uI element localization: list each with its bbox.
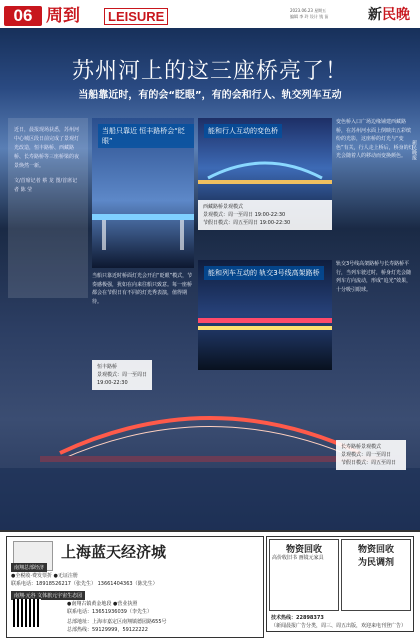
photo-tag: 当船只靠近 恒丰路桥会“眨眼”	[98, 124, 194, 148]
newspaper-logo: 新民晚	[368, 7, 410, 23]
ad-band: 南翔总部经济	[11, 563, 47, 572]
ad-phone: 技术热线：22898373	[271, 615, 324, 621]
page-header	[0, 0, 420, 28]
ad-line: 联系电话：13651936039（李先生）	[67, 609, 152, 615]
advertisement-section	[0, 530, 420, 640]
photo-tag: 能和列车互动的 轨交3号线高架路桥	[204, 266, 324, 280]
ad-line: 总部地址：上海市嘉定区南翔镇德园路655号	[67, 619, 167, 625]
headline: 苏州河上的这三座桥亮了！	[71, 59, 348, 84]
ad-classifieds	[266, 536, 414, 632]
subheadline: 当船靠近时，有的会“眨眼”，有的会和行人、轨交列车互动	[78, 90, 342, 101]
photo-xizang-bridge	[198, 118, 332, 230]
qr-code-icon	[13, 599, 41, 627]
designer: 设计 钱 苗	[309, 14, 329, 19]
side-label: 新民晚报	[411, 140, 417, 160]
photo-changshou-bridge	[198, 260, 332, 370]
page-number: 06	[4, 6, 42, 26]
photo-tag: 能和行人互动的变色桥	[204, 124, 282, 138]
photo-hengfeng-bridge	[92, 118, 194, 268]
ad-title: 上海蓝天经济城	[61, 543, 167, 561]
intro-column	[8, 118, 88, 298]
ad-line: ●南翔古镇黄金地段 ●营业执照	[67, 601, 138, 607]
intro-text: 近日，晨报现场获悉，苏州河中心城区段日前完成了景观灯光改造，恒丰路桥、西藏路桥、长寿路桥等三座桥梁的夜景焕然一新。	[14, 127, 80, 169]
classified-box: 物资回收 为民调剂	[341, 539, 411, 611]
photo-caption: 恒丰路桥 景观模式：周一至周日 19:00-22:30	[92, 360, 152, 390]
ad-line: 总部热线：59129999，59122222	[67, 627, 148, 633]
section-english: LEISURE	[104, 8, 168, 25]
editor: 编辑 李 玲	[290, 14, 309, 19]
issue-meta	[290, 8, 350, 20]
section-title: 周到	[46, 6, 80, 26]
weekday: 星期五	[314, 8, 327, 13]
right-column-text: 变色桥入口广场边缘铺建西藏路桥，在苏州河水面上倒映出五彩缤纷的光影，这座桥的灯光与“变色”有关，行人走上桥后，桥身的灯光会随着人的移动而变换颜色。	[336, 119, 414, 159]
right-column-text-2: 轨交3号线高架路桥与长寿路桥平行，当列车驶过时，桥身灯光会随列车方向流动，形成“追光”效果，十分吸引眼球。	[336, 261, 412, 293]
ad-note: （新闻晨报广告分类，周三、周五出版，欢迎来电刊登广告）	[271, 623, 407, 629]
ad-line: 联系电话：18918526217（张先生） 13661404363（陈先生）	[11, 581, 158, 587]
ad-lantian	[6, 536, 264, 638]
mid-column-text: 当船只靠近时桥面灯光会开启“眨眼”模式，节奏感极强，犹如在向来往船只致意。每一座桥都会在节假日有不同的灯光秀表演，值得期待。	[92, 273, 193, 305]
byline: 文/首席记者 蔡 龙 图/首席记者 陈 莹	[14, 178, 78, 193]
ad-band: 南翔·元谷 文体旅元宇宙生态园	[11, 591, 85, 600]
ad-line: ●全税收·费发票折 ●无证注册	[11, 573, 78, 579]
classified-box: 物资回收 高价收旧书 画镜元家具	[269, 539, 339, 611]
issue-date: 2023.06.23	[290, 8, 313, 13]
photo-caption: 长寿路桥景观模式 景观模式：周一至周日 节假日模式：周五至周日	[336, 440, 406, 470]
photo-caption: 西藏路桥景观模式 景观模式：周一至周日 19:00-22:30 节假日模式：周五至周日 19:00-22:30	[198, 200, 332, 230]
